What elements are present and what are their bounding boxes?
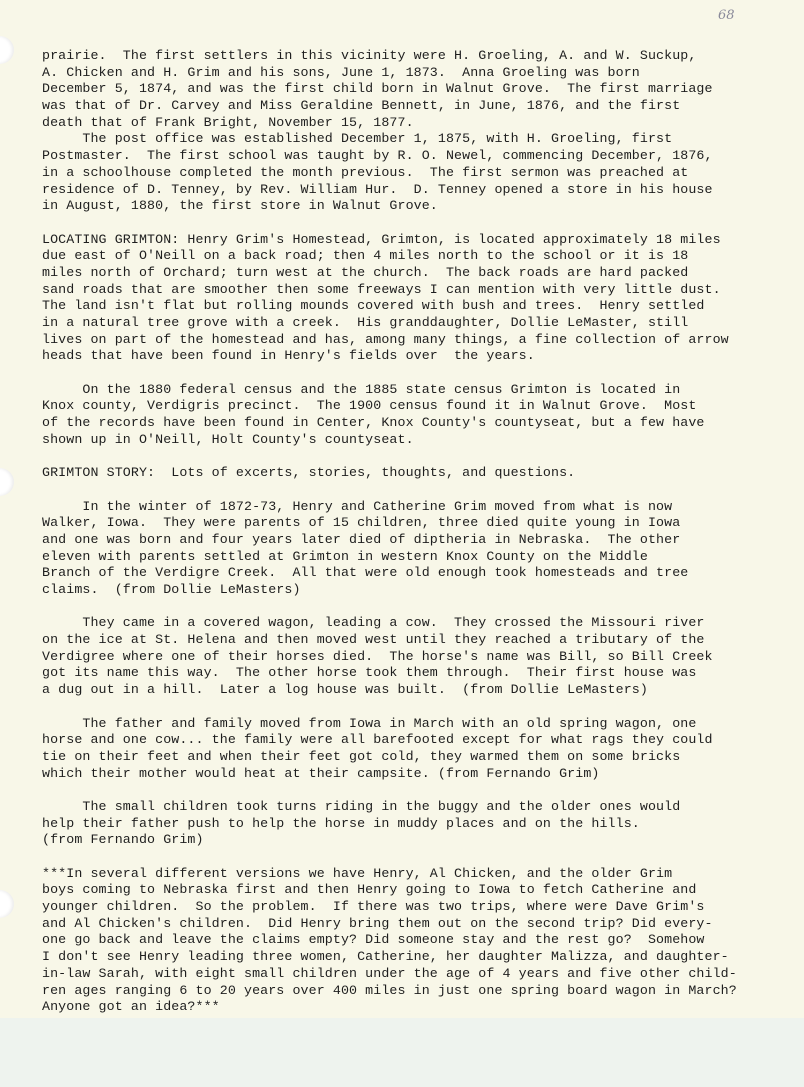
text-line: The small children took turns riding in the buggy and the older ones would xyxy=(42,798,681,814)
text-line: December 5, 1874, and was the first child born in Walnut Grove. The first marriage xyxy=(42,81,713,97)
text-line: lives on part of the homestead and has, among many things, a fine collection of arrow xyxy=(42,331,729,347)
paragraph-gap xyxy=(42,849,782,866)
binder-hole-top xyxy=(0,36,14,64)
document-body xyxy=(42,48,782,1016)
text-line: The father and family moved from Iowa in March with an old spring wagon, one xyxy=(42,715,697,731)
paragraph xyxy=(42,615,782,698)
text-line: boys coming to Nebraska first and then Henry going to Iowa to fetch Catherine and xyxy=(42,882,697,898)
text-line: in August, 1880, the first store in Walnut Grove. xyxy=(42,198,438,214)
paragraph-gap xyxy=(42,782,782,799)
text-line: eleven with parents settled at Grimton in western Knox County on the Middle xyxy=(42,548,648,564)
text-line: one go back and leave the claims empty? Did someone stay and the rest go? Somehow xyxy=(42,932,705,948)
text-line: The land isn't flat but rolling mounds covered with bush and trees. Henry settled xyxy=(42,298,705,314)
paragraph xyxy=(42,799,782,849)
paragraph-gap xyxy=(42,449,782,466)
text-line: was that of Dr. Carvey and Miss Geraldine Bennett, in June, 1876, and the first xyxy=(42,98,681,114)
text-line: residence of D. Tenney, by Rev. William Hur. D. Tenney opened a store in his house xyxy=(42,181,713,197)
page-bottom-margin xyxy=(0,1018,804,1087)
text-line: The post office was established December 1, 1875, with H. Groeling, first xyxy=(42,131,673,147)
text-line: and one was born and four years later died of diptheria in Nebraska. The other xyxy=(42,531,681,547)
text-line: On the 1880 federal census and the 1885 state census Grimton is located in xyxy=(42,381,681,397)
text-line: on the ice at St. Helena and then moved west until they reached a tributary of the xyxy=(42,632,705,648)
paragraph xyxy=(42,499,782,599)
paragraph xyxy=(42,232,782,366)
text-line: Branch of the Verdigre Creek. All that were old enough took homesteads and tree xyxy=(42,565,689,581)
text-line: A. Chicken and H. Grim and his sons, June 1, 1873. Anna Groeling was born xyxy=(42,64,640,80)
text-line: ren ages ranging 6 to 20 years over 400 miles in just one spring board wagon in March? xyxy=(42,982,737,998)
text-line: LOCATING GRIMTON: Henry Grim's Homestead, Grimton, is located approximately 18 miles xyxy=(42,231,721,247)
text-line: death that of Frank Bright, November 15, 1877. xyxy=(42,114,414,130)
binder-hole-bottom xyxy=(0,890,14,918)
text-line: in-law Sarah, with eight small children under the age of 4 years and five other child- xyxy=(42,965,737,981)
paragraph-gap xyxy=(42,215,782,232)
paragraph-gap xyxy=(42,699,782,716)
page-number: 68 xyxy=(718,8,735,23)
text-line: prairie. The first settlers in this vicinity were H. Groeling, A. and W. Suckup, xyxy=(42,48,697,63)
paragraph xyxy=(42,48,782,215)
text-line: They came in a covered wagon, leading a cow. They crossed the Missouri river xyxy=(42,615,705,631)
paragraph-gap xyxy=(42,365,782,382)
text-line: and Al Chicken's children. Did Henry bring them out on the second trip? Did every- xyxy=(42,915,713,931)
text-line: help their father push to help the horse in muddy places and on the hills. xyxy=(42,815,640,831)
paragraph-gap xyxy=(42,599,782,616)
text-line: in a natural tree grove with a creek. His granddaughter, Dollie LeMaster, still xyxy=(42,315,689,330)
paragraph xyxy=(42,716,782,783)
text-line: horse and one cow... the family were all barefooted except for what rags they could xyxy=(42,732,713,748)
text-line: (from Fernando Grim) xyxy=(42,832,204,848)
text-line: Walker, Iowa. They were parents of 15 children, three died quite young in Iowa xyxy=(42,515,681,531)
text-line: shown up in O'Neill, Holt County's countyseat. xyxy=(42,431,414,447)
paragraph xyxy=(42,382,782,449)
paragraph xyxy=(42,866,782,1016)
text-line: Postmaster. The first school was taught by R. O. Newel, commencing December, 1876, xyxy=(42,148,713,164)
text-line: a dug out in a hill. Later a log house was built. (from Dollie LeMasters) xyxy=(42,682,648,698)
text-line: of the records have been found in Center, Knox County's countyseat, but a few have xyxy=(42,415,705,431)
text-line: younger children. So the problem. If there was two trips, where were Dave Grim's xyxy=(42,899,705,915)
text-line: ***In several different versions we have Henry, Al Chicken, and the older Grim xyxy=(42,865,673,881)
text-line: I don't see Henry leading three women, Catherine, her daughter Malizza, and daughter- xyxy=(42,949,729,965)
text-line: due east of O'Neill on a back road; then 4 miles north to the school or it is 18 xyxy=(42,248,689,264)
text-line: miles north of Orchard; turn west at the church. The back roads are hard packed xyxy=(42,264,689,280)
text-line: got its name this way. The other horse took them through. Their first house was xyxy=(42,665,697,681)
text-line: sand roads that are smoother then some freeways I can mention with very little dust. xyxy=(42,281,721,297)
text-line: in a schoolhouse completed the month previous. The first sermon was preached at xyxy=(42,164,689,180)
paragraph-gap xyxy=(42,482,782,499)
text-line: Verdigree where one of their horses died. The horse's name was Bill, so Bill Creek xyxy=(42,648,713,664)
text-line: claims. (from Dollie LeMasters) xyxy=(42,582,301,597)
paragraph xyxy=(42,465,782,482)
text-line: GRIMTON STORY: Lots of excerts, stories, thoughts, and questions. xyxy=(42,465,576,481)
text-line: Anyone got an idea?*** xyxy=(42,999,220,1015)
text-line: tie on their feet and when their feet got cold, they warmed them on some bricks xyxy=(42,748,681,764)
text-line: which their mother would heat at their campsite. (from Fernando Grim) xyxy=(42,765,600,781)
text-line: In the winter of 1872-73, Henry and Catherine Grim moved from what is now xyxy=(42,498,673,514)
text-line: Knox county, Verdigris precinct. The 1900 census found it in Walnut Grove. Most xyxy=(42,398,697,414)
binder-hole-middle xyxy=(0,468,14,496)
text-line: heads that have been found in Henry's fields over the years. xyxy=(42,348,535,364)
